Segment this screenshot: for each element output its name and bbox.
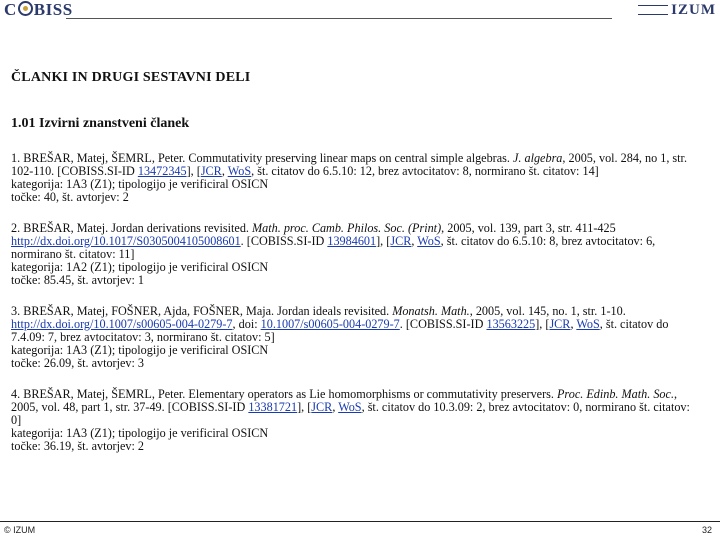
page-number: 32: [701, 525, 712, 535]
jcr-link[interactable]: JCR: [200, 164, 222, 178]
entry-category: kategorija: 1A3 (Z1); tipologijo je verificiral OSICN: [11, 426, 269, 440]
wos-link[interactable]: WoS: [338, 400, 362, 414]
entry-category: kategorija: 1A2 (Z1); tipologijo je verificiral OSICN: [11, 260, 269, 274]
doi-url-link[interactable]: http://dx.doi.org/10.1007/s00605-004-0279-7: [11, 317, 233, 331]
cobiss-id-link[interactable]: 13563225: [486, 317, 536, 331]
entry-text: , št. citatov do 6.5.10: 12, brez avtocitatov: 8, normirano št. citatov: 14]: [251, 164, 599, 178]
entry-text: ], [: [376, 234, 391, 248]
entry-text: ], [: [297, 400, 312, 414]
entry-text: 4. BREŠAR, Matej, ŠEMRL, Peter. Elementary operators as Lie homomorphisms or commutativity preservers.: [11, 387, 557, 401]
bibliography-content: [11, 70, 701, 471]
wos-link[interactable]: WoS: [417, 234, 441, 248]
entry-points: točke: 36.19, št. avtorjev: 2: [11, 439, 145, 453]
entry-text: 1. BREŠAR, Matej, ŠEMRL, Peter. Commutativity preserving linear maps on central simple algebras.: [11, 151, 513, 165]
entry-text: , 2005, vol. 48, part 1, str. 37-49. [COBISS.SI-ID: [11, 387, 678, 414]
slide-header: [0, 0, 720, 22]
bibliography-entry-1: [11, 152, 701, 204]
jcr-link[interactable]: JCR: [311, 400, 333, 414]
izum-logo-text: IZUM: [671, 1, 716, 18]
cobiss-logo-o-icon: [18, 1, 33, 16]
jcr-link[interactable]: JCR: [549, 317, 571, 331]
wos-link[interactable]: WoS: [227, 164, 252, 178]
section-title: ČLANKI IN DRUGI SESTAVNI DELI: [11, 70, 251, 85]
doi-link[interactable]: 10.1007/s00605-004-0279-7: [260, 317, 400, 331]
footer-copyright: © IZUM: [4, 525, 36, 535]
izum-logo-bars-icon: [638, 5, 668, 15]
entry-text: , 2005, vol. 145, no. 1, str. 1-10.: [469, 304, 626, 318]
entry-text: ], [: [186, 164, 201, 178]
journal-title: J. algebra: [512, 151, 563, 165]
cobiss-id-link[interactable]: 13381721: [248, 400, 298, 414]
entry-text: ,: [221, 164, 228, 178]
cobiss-id-link[interactable]: 13472345: [137, 164, 187, 178]
slide-footer: [0, 521, 720, 540]
entry-text: , št. citatov do 10.3.09: 2, brez avtocitatov: 0, normirano št. citatov: 0]: [11, 400, 690, 427]
bibliography-entry-4: [11, 388, 701, 453]
entry-text: , 2005, vol. 284, no 1, str. 102-110. [COBISS.SI-ID: [11, 151, 687, 178]
izum-logo: [635, 1, 716, 19]
entry-points: točke: 40, št. avtorjev: 2: [11, 190, 129, 204]
entry-text: ,: [570, 317, 577, 331]
journal-title: Monatsh. Math.: [392, 304, 470, 318]
journal-title: Proc. Edinb. Math. Soc.: [556, 387, 674, 401]
cobiss-id-link[interactable]: 13984601: [327, 234, 377, 248]
entry-text: ], [: [535, 317, 550, 331]
bibliography-entry-3: [11, 305, 701, 370]
doi-url-link[interactable]: http://dx.doi.org/10.1017/S0305004105008601: [11, 234, 241, 248]
entry-category: kategorija: 1A3 (Z1); tipologijo je verificiral OSICN: [11, 343, 269, 357]
wos-link[interactable]: WoS: [576, 317, 600, 331]
entry-text: . [COBISS.SI-ID: [240, 234, 328, 248]
entry-category: kategorija: 1A3 (Z1); tipologijo je verificiral OSICN: [11, 177, 269, 191]
cobiss-logo: C BISS: [4, 0, 73, 19]
entry-text: , št. citatov do 7.4.09: 7, brez avtocitatov: 3, normirano št. citatov: 5]: [11, 317, 669, 344]
entry-text: 3. BREŠAR, Matej, FOŠNER, Ajda, FOŠNER, Maja. Jordan ideals revisited.: [11, 304, 393, 318]
entry-text: 2. BREŠAR, Matej. Jordan derivations revisited.: [11, 221, 253, 235]
subsection-title: 1.01 Izvirni znanstveni članek: [11, 116, 190, 131]
entry-points: točke: 85.45, št. avtorjev: 1: [11, 273, 145, 287]
journal-title: Math. proc. Camb. Philos. Soc. (Print): [252, 221, 442, 235]
jcr-link[interactable]: JCR: [390, 234, 412, 248]
entry-points: točke: 26.09, št. avtorjev: 3: [11, 356, 145, 370]
header-divider: [66, 18, 612, 19]
entry-text: , 2005, vol. 139, part 3, str. 411-425: [441, 221, 616, 235]
entry-text: , št. citatov do 6.5.10: 8, brez avtocitatov: 6, normirano št. citatov: 11]: [11, 234, 656, 261]
entry-text: . [COBISS.SI-ID: [399, 317, 487, 331]
entry-text: , doi:: [232, 317, 261, 331]
entry-text: ,: [332, 400, 339, 414]
bibliography-entry-2: [11, 222, 701, 287]
entry-text: ,: [411, 234, 418, 248]
